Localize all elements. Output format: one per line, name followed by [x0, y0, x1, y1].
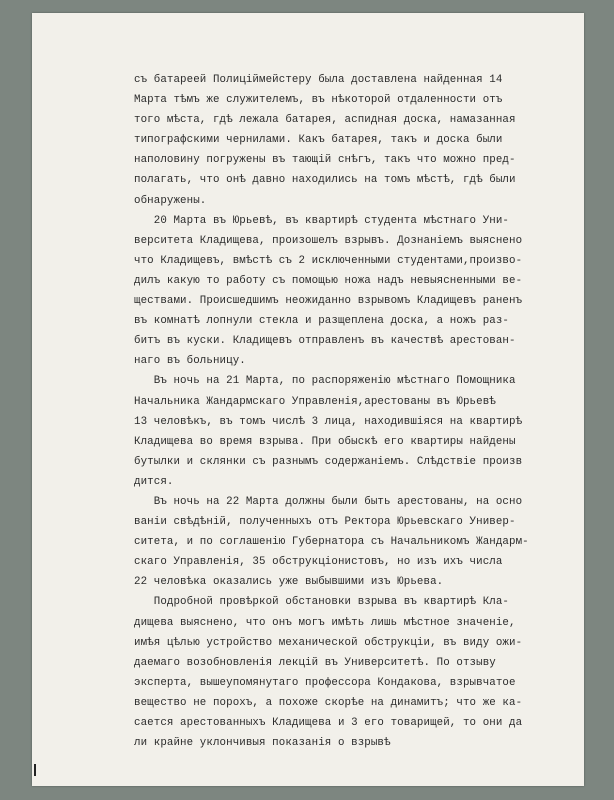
text-line: ванiи свѣдѣнiй, полученныхъ отъ Ректора Юрьевскаго Универ- [134, 516, 516, 529]
text-line: Въ ночь на 21 Марта, по распоряженiю мѣстнаго Помощника [134, 375, 516, 388]
text-line: дится. [134, 475, 174, 488]
text-line: сается арестованныхъ Кладищева и 3 его товарищей, то они да [134, 717, 523, 729]
text-line: типографскими чернилами. Какъ батарея, такъ и доска были [134, 134, 503, 147]
text-line: Начальника Жандармскаго Управленiя,арестованы въ Юрьевѣ [134, 395, 496, 408]
text-line: съ батареей Полицiймейстеру была доставлена найденная 14 [134, 74, 503, 86]
text-line: имѣя цѣлью устройство механической обструкцiи, въ виду ожи- [134, 636, 523, 649]
text-line: полагать, что онѣ давно находились на томъ мѣстѣ, гдѣ были [134, 174, 516, 187]
text-line: верситета Кладищева, произошелъ взрывъ. Дознанiемъ выяснено [134, 234, 523, 247]
text-line: въ комнатѣ лопнули стекла и разщеплена доска, а ножъ раз- [134, 315, 510, 328]
text-line: вещество не порохъ, а похоже скорѣе на динамитъ; что же ка- [134, 696, 523, 709]
text-line: битъ въ куски. Кладищевъ отправленъ въ качествѣ арестован- [134, 335, 516, 348]
text-line: Кладищева во время взрыва. При обыскѣ его квартиры найдены [134, 435, 516, 448]
text-line: ситета, и по соглашенiю Губернатора съ Начальникомъ Жандарм- [134, 536, 529, 549]
text-line: наго въ больницу. [134, 355, 246, 368]
text-line: того мѣста, гдѣ лежала батарея, аспидная доска, намазанная [134, 114, 516, 127]
text-line: Подробной провѣркой обстановки взрыва въ квартирѣ Кла- [134, 596, 510, 609]
text-line: скаго Управленiя, 35 обструкцiонистовъ, но изъ ихъ числа [134, 556, 503, 569]
text-line: ществами. Происшедшимъ неожиданно взрывомъ Кладищевъ раненъ [134, 295, 523, 308]
text-line: обнаружены. [134, 194, 207, 207]
typed-text-body [134, 70, 564, 753]
text-line: бутылки и склянки съ разнымъ содержанiемъ. Слѣдствiе произв [134, 455, 523, 468]
text-line: 13 человѣкъ, въ томъ числѣ 3 лица, находившiяся на квартирѣ [134, 415, 523, 428]
text-line: дилъ какую то работу съ помощью ножа надъ невыясненными ве- [134, 274, 523, 287]
text-line: Марта тѣмъ же служителемъ, въ нѣкоторой отдаленности отъ [134, 94, 503, 107]
text-line: дищева выяснено, что онъ могъ имѣть лишь мѣстное значенiе, [134, 616, 516, 629]
text-line: что Кладищевъ, вмѣстѣ съ 2 исключенными студентами,произво- [134, 254, 523, 267]
text-line: даемаго возобновленiя лекцiй въ Университетѣ. По отзыву [134, 656, 496, 669]
text-line: Въ ночь на 22 Марта должны были быть арестованы, на осно [134, 495, 523, 508]
text-line: наполовину погружены въ тающiй снѣгъ, такъ что можно пред- [134, 154, 516, 167]
text-line: ли крайне уклончивыя показанiя о взрывѣ [134, 737, 391, 750]
margin-mark [34, 764, 36, 776]
text-line: эксперта, вышеупомянутаго профессора Кондакова, взрывчатое [134, 676, 516, 689]
document-page [32, 13, 584, 786]
text-line: 22 человѣка оказались уже выбывшими изъ Юрьева. [134, 576, 444, 589]
text-line: 20 Марта въ Юрьевѣ, въ квартирѣ студента мѣстнаго Уни- [134, 214, 510, 227]
